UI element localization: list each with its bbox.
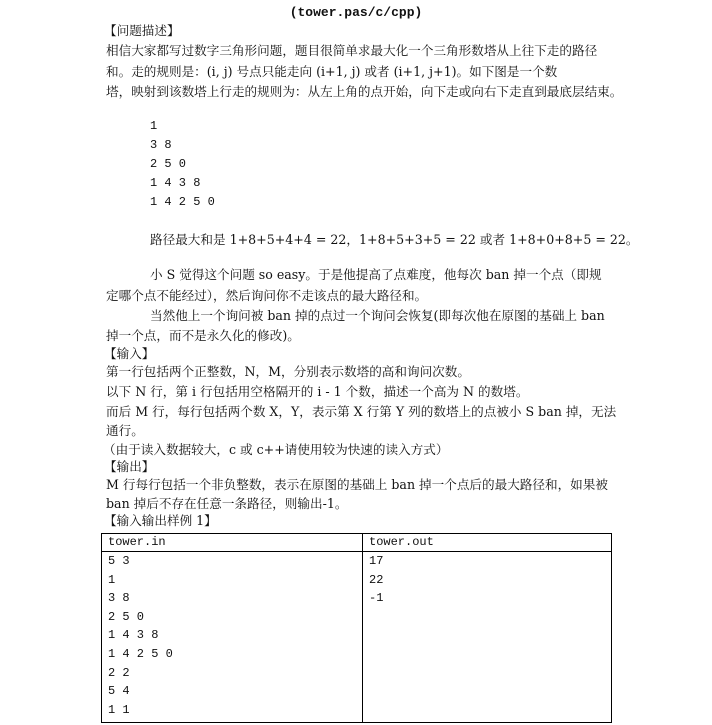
sample-input-line: 5 4 <box>108 684 130 699</box>
paragraph-line: 定哪个点不能经过），然后询问你不走该点的最大路径和。 <box>106 288 428 303</box>
input-line: 而后 M 行，每行包括两个数 X，Y，表示第 X 行第 Y 列的数塔上的点被小 S ban 掉，无法 <box>106 404 617 419</box>
sample-input-line: 1 4 3 8 <box>108 628 159 643</box>
sample-io-table <box>101 533 612 723</box>
sample-input-line: 1 <box>108 572 116 587</box>
input-line: （由于读入数据较大，c 或 c++请使用较为快速的读入方式） <box>103 442 449 457</box>
sample-output-cell <box>363 552 612 723</box>
section-heading-input: 【输入】 <box>104 346 155 361</box>
sample-input-line: 3 8 <box>108 591 130 606</box>
paragraph-line: 当然他上一个询问被 ban 掉的点过一个询问会恢复(即每次他在原图的基础上 ban <box>150 308 605 323</box>
triangle-row: 3 8 <box>150 138 172 152</box>
triangle-row: 1 4 3 8 <box>150 176 201 190</box>
triangle-row: 1 <box>150 119 158 133</box>
input-line: 以下 N 行，第 i 行包括用空格隔开的 i - 1 个数，描述一个高为 N 的数塔。 <box>106 384 529 399</box>
paragraph-line: 小 S 觉得这个问题 so easy。于是他提高了点难度，他每次 ban 掉一个点（即规 <box>150 267 602 282</box>
table-header-row <box>102 534 612 552</box>
section-heading-description: 【问题描述】 <box>104 23 180 38</box>
sample-output-line: 17 <box>369 554 384 568</box>
sample-input-line: 1 4 2 5 0 <box>108 646 173 661</box>
table-row <box>102 552 612 723</box>
sample-input-line: 5 3 <box>108 554 130 568</box>
output-file-header: tower.out <box>363 534 612 552</box>
description-line: 塔，映射到该数塔上行走的规则为：从左上角的点开始，向下走或向右下走直到最底层结束。 <box>106 84 623 99</box>
description-line: 相信大家都写过数字三角形问题，题目很简单求最大化一个三角形数塔从上往下走的路径 <box>106 43 598 58</box>
max-path-sentence: 路径最大和是 1+8+5+4+4 = 22，1+8+5+3+5 = 22 或者 1+8+0+8+5 = 22。 <box>150 232 639 247</box>
input-line: 通行。 <box>106 423 144 438</box>
triangle-row: 2 5 0 <box>150 157 187 171</box>
output-line: M 行每行包括一个非负整数，表示在原图的基础上 ban 掉一个点后的最大路径和，如果被 <box>106 477 608 492</box>
input-line: 第一行包括两个正整数，N，M，分别表示数塔的高和询问次数。 <box>106 364 470 379</box>
section-heading-sample: 【输入输出样例 1】 <box>104 513 217 528</box>
paragraph-line: 掉一个点，而不是永久化的修改)。 <box>106 328 300 343</box>
sample-output-line: -1 <box>369 591 384 606</box>
section-heading-output: 【输出】 <box>104 459 155 474</box>
sample-input-line: 1 1 <box>108 702 130 717</box>
input-file-header: tower.in <box>102 534 363 552</box>
sample-input-cell <box>102 552 363 723</box>
sample-output-line: 22 <box>369 572 384 587</box>
sample-input-line: 2 2 <box>108 665 130 680</box>
description-line: 和。走的规则是：(i, j) 号点只能走向 (i+1, j) 或者 (i+1, j+1)。如下图是一个数 <box>106 64 558 79</box>
sample-input-line: 2 5 0 <box>108 609 145 624</box>
file-title: (tower.pas/c/cpp) <box>289 5 423 20</box>
triangle-row: 1 4 2 5 0 <box>150 195 215 209</box>
output-line: ban 掉后不存在任意一条路径，则输出-1。 <box>106 496 348 511</box>
